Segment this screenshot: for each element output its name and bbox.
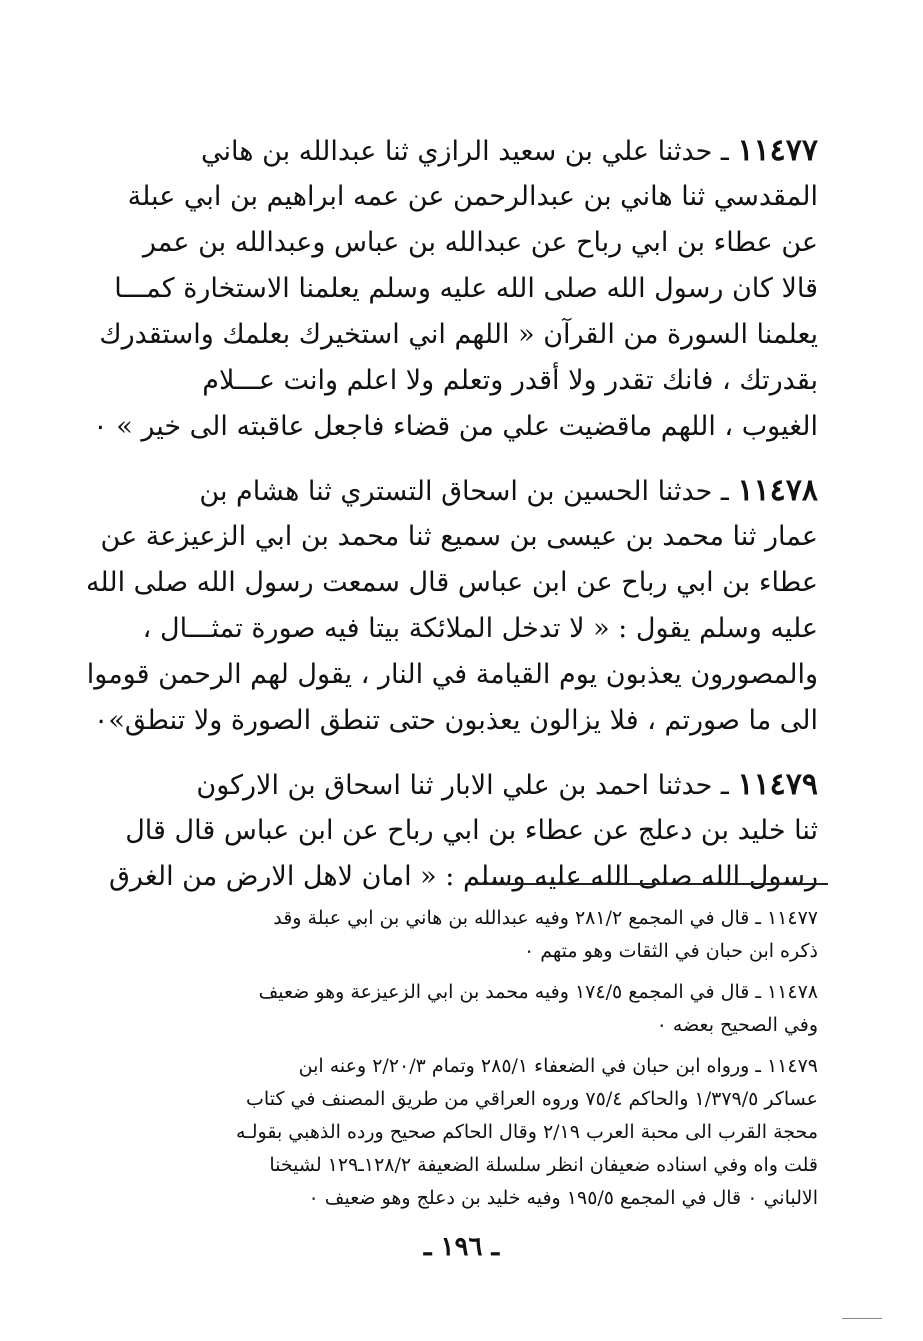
text-line: بقدرتك ، فانك تقدر ولا أقدر وتعلم ولا اعلم وانت عـــلام (202, 365, 818, 396)
text-line: رسول الله صلى الله عليه وسلم : « امان لاهل الارض من الغرق (108, 861, 818, 892)
scan-mark (842, 1318, 882, 1319)
text-line: عمار ثنا محمد بن عيسى بن سميع ثنا محمد بن ابي الزعيزعة عن (100, 521, 818, 552)
footnote-line: محجة القرب الى محبة العرب ٢/١٩ وقال الحاكم صحيح ورده الذهبي بقولـه (236, 1121, 818, 1143)
page-number: ـ ١٩٦ ـ (423, 1232, 500, 1262)
footnote-line: الالباني ٠ قال في المجمع ١٩٥/٥ وفيه خليد بن دعلج وهو ضعيف ٠ (308, 1187, 818, 1209)
line-text: ـ حدثنا علي بن سعيد الرازي ثنا عبدالله بن هاني (201, 136, 729, 167)
hadith-11479 (108, 762, 818, 900)
line-text: ـ حدثنا الحسين بن اسحاق التستري ثنا هشام بن (199, 476, 729, 507)
text-line (128, 468, 818, 514)
footnotes (128, 902, 818, 1223)
footnote-line: ذكره ابن حبان في الثقات وهو متهم ٠ (523, 940, 818, 962)
text-line: عطاء بن ابي رباح عن ابن عباس قال سمعت رسول الله صلى الله (85, 567, 818, 598)
text-line: ثنا خليد بن دعلج عن عطاء بن ابي رباح عن ابن عباس قال قال (125, 815, 818, 846)
footnote-11479 (128, 1050, 818, 1215)
footnote-line: عساكر ١/٣٧٩/٥ والحاكم ٧٥/٤ وروه العراقي من طريق المصنف في كتاب (246, 1088, 818, 1110)
footnote-line: ١١٤٧٩ ـ ورواه ابن حبان في الضعفاء ٢٨٥/١ وتمام ٢/٢٠/٣ وعنه ابن (298, 1055, 818, 1077)
text-line: المقدسي ثنا هاني بن عبدالرحمن عن عمه ابراهيم بن ابي عبلة (127, 181, 818, 212)
footnote-11478 (128, 976, 818, 1042)
footnote-line: ١١٤٧٧ ـ قال في المجمع ٢٨١/٢ وفيه عبدالله بن هاني بن ابي عبلة وقد (273, 907, 818, 929)
line-text: ـ حدثنا احمد بن علي الابار ثنا اسحاق بن الاركون (196, 770, 729, 801)
footnote-11477 (128, 902, 818, 968)
main-text (85, 128, 818, 918)
hadith-number: ١١٤٧٨ (737, 473, 818, 508)
text-line: والمصورون يعذبون يوم القيامة في النار ، يقول لهم الرحمن قوموا (86, 659, 818, 690)
hadith-number: ١١٤٧٧ (737, 133, 818, 168)
footnote-line: قلت واه وفي اسناده ضعيفان انظر سلسلة الضعيفة ١٢٨/٢ـ١٢٩ لشيخنا (269, 1154, 818, 1176)
hadith-11478 (85, 468, 818, 744)
text-line: الى ما صورتم ، فلا يزالون يعذبون حتى تنطق الصورة ولا تنطق»٠ (93, 705, 818, 736)
hadith-number: ١١٤٧٩ (737, 767, 818, 802)
text-line: يعلمنا السورة من القرآن « اللهم اني استخيرك بعلمك واستقدرك (99, 319, 818, 350)
text-line: قالا كان رسول الله صلى الله عليه وسلم يعلمنا الاستخارة كمـــا (114, 273, 818, 304)
text-line (128, 762, 818, 808)
text-line: عن عطاء بن ابي رباح عن عبدالله بن عباس وعبدالله بن عمر (142, 227, 818, 258)
footnote-divider (478, 883, 828, 885)
footnote-line: وفي الصحيح بعضه ٠ (656, 1014, 818, 1036)
hadith-11477 (93, 128, 818, 450)
text-line: عليه وسلم يقول : « لا تدخل الملائكة بيتا فيه صورة تمثـــال ، (142, 613, 818, 644)
text-line: الغيوب ، اللهم ماقضيت علي من قضاء فاجعل عاقبته الى خير » ٠ (93, 411, 818, 442)
footnote-line: ١١٤٧٨ ـ قال في المجمع ١٧٤/٥ وفيه محمد بن ابي الزعيزعة وهو ضعيف (258, 981, 818, 1003)
text-line (128, 128, 818, 174)
